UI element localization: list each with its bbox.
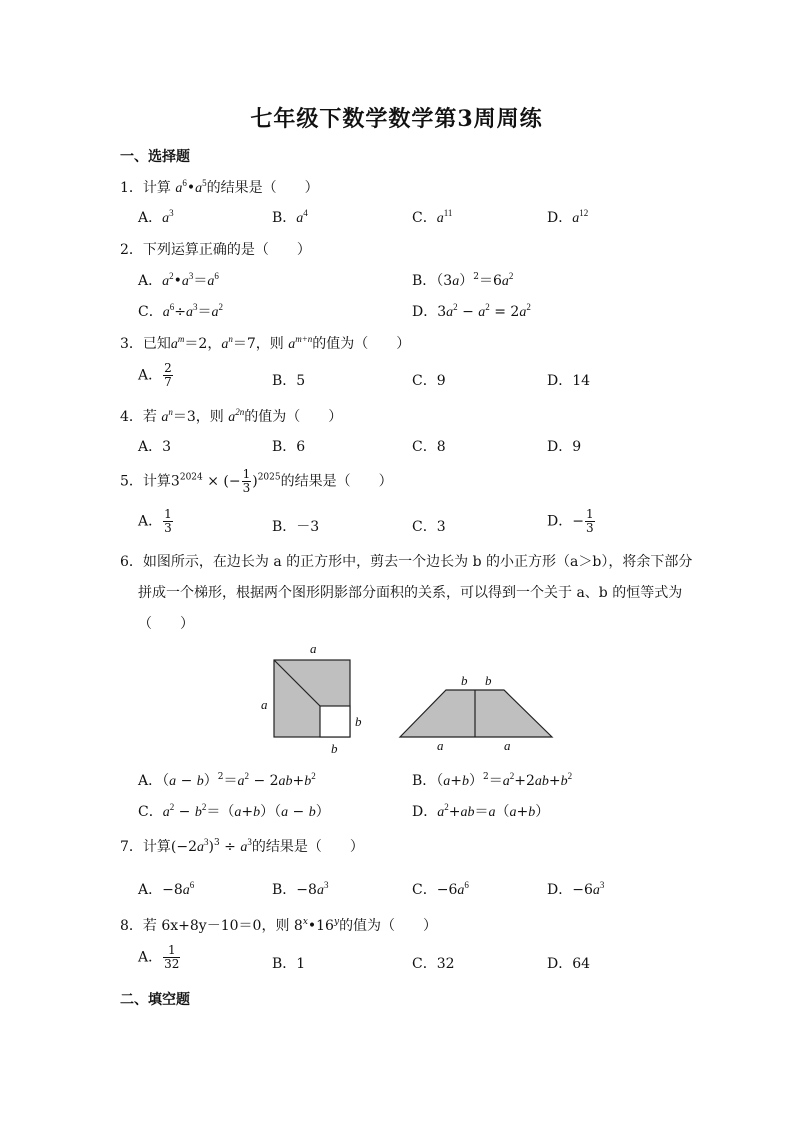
label-trap-b1: b	[461, 673, 468, 688]
q7-option-c[interactable]: C．$-6a^6$	[412, 880, 469, 898]
section-choice-heading: 一、选择题	[120, 149, 190, 165]
trapezoid	[400, 690, 552, 737]
label-square-top: a	[310, 641, 317, 656]
q7-option-d[interactable]: D．$-6a^3$	[547, 880, 605, 898]
q1-option-c[interactable]: C．$a^{11}$	[412, 208, 453, 226]
question-3: 3．已知$a^m=2$，$a^n=7$，则 $a^{m+n}$的值为（ ）	[120, 334, 411, 352]
q8-option-b[interactable]: B．1	[272, 956, 306, 972]
q6-option-b[interactable]: B．$(a+b)^2=a^2+2ab+b^2$	[412, 771, 573, 789]
label-square-left: a	[261, 697, 268, 712]
q2-option-d[interactable]: D．$3a^2 - a^2 = 2a^2$	[412, 302, 531, 320]
page-title: 七年级下数学数学第3周周练	[250, 106, 543, 132]
q6-option-c[interactable]: C．$a^2 - b^2=(a+b)(a - b)$	[138, 802, 330, 820]
q3-option-c[interactable]: C．9	[412, 373, 446, 389]
label-trap-b2: b	[485, 673, 492, 688]
question-6-line-2: 拼成一个梯形，根据两个图形阴影部分面积的关系，可以得到一个关于 a、b 的恒等式为	[138, 585, 683, 601]
question-4: 4．若 $a^n=3$，则 $a^{2n}$的值为（ ）	[120, 407, 343, 425]
question-1: 1．计算 $a^6•a^5$的结果是（ ）	[120, 178, 319, 196]
q3-option-a[interactable]: A． $\frac{2}{7}$	[138, 361, 172, 389]
small-square	[320, 706, 350, 737]
q7-option-a[interactable]: A．$-8a^6$	[138, 880, 195, 898]
label-trap-a1: a	[437, 738, 444, 753]
q2-option-c[interactable]: C．$a^6\div a^3=a^2$	[138, 302, 223, 320]
q8-option-d[interactable]: D．64	[547, 956, 591, 972]
question-8: 8．若 6x+8y－10＝0，则 8$^x$•16$^y$的值为（ ）	[120, 917, 438, 934]
label-square-bottom: b	[331, 741, 338, 756]
question-6-line-1: 6．如图所示，在边长为 a 的正方形中，剪去一个边长为 b 的小正方形（a＞b），将余下部分	[120, 554, 693, 570]
q5-option-c[interactable]: C．3	[412, 519, 446, 535]
q4-option-b[interactable]: B．6	[272, 439, 306, 455]
section-fill-heading: 二、填空题	[120, 992, 190, 1008]
q8-option-a[interactable]: A． $\frac{1}{32}$	[138, 943, 180, 971]
q6-option-d[interactable]: D．$a^2+ab=a(a+b)$	[412, 802, 550, 820]
q7-option-b[interactable]: B．$-8a^3$	[272, 880, 329, 898]
question-6-line-3: （ ）	[138, 616, 194, 632]
q1-option-d[interactable]: D．$a^{12}$	[547, 208, 589, 226]
q5-option-a[interactable]: A． $\frac{1}{3}$	[138, 507, 172, 535]
q3-option-d[interactable]: D．14	[547, 373, 591, 389]
label-trap-a2: a	[504, 738, 511, 753]
q4-option-c[interactable]: C．8	[412, 439, 446, 455]
q1-option-a[interactable]: A．$a^3$	[138, 208, 174, 226]
q6-option-a[interactable]: A．$(a - b)^2=a^2 - 2ab+b^2$	[138, 771, 316, 789]
q5-option-d[interactable]: D．− $\frac{1}{3}$	[547, 507, 594, 535]
q6-figure-svg	[240, 640, 570, 760]
q6-figure	[240, 640, 570, 760]
label-square-right: b	[355, 714, 362, 729]
q5-option-b[interactable]: B．－3	[272, 519, 320, 535]
q1-option-b[interactable]: B．$a^4$	[272, 208, 308, 226]
q2-option-a[interactable]: A．$a^2•a^3=a^6$	[138, 271, 219, 289]
q4-option-d[interactable]: D．9	[547, 439, 582, 455]
question-2: 2．下列运算正确的是（ ）	[120, 242, 311, 258]
q4-option-a[interactable]: A．3	[138, 439, 172, 455]
q8-option-c[interactable]: C．32	[412, 956, 455, 972]
question-5: 5．计算$3^{2024}$ × (− $\frac{1}{3}$ )$^{2025}$的结果是（ ）	[120, 467, 393, 495]
question-7: 7．计算$(-2a^3)^3 \div a^3$的结果是（ ）	[120, 837, 364, 855]
q3-option-b[interactable]: B．5	[272, 373, 306, 389]
q2-option-b[interactable]: B．$(3a)^2=6a^2$	[412, 271, 514, 289]
